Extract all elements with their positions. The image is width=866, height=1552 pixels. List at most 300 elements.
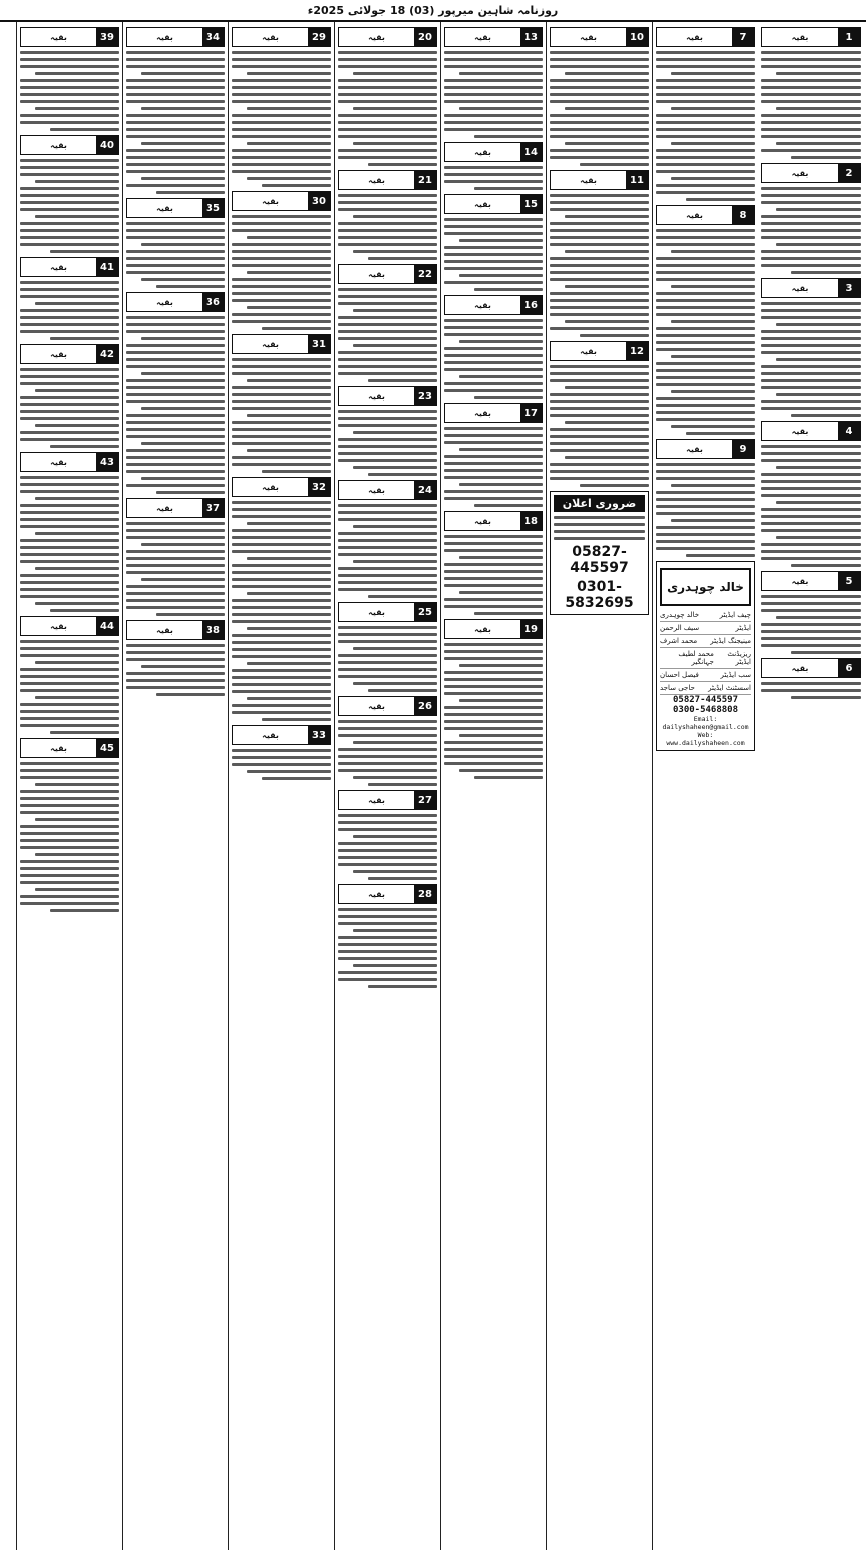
story-text — [444, 643, 543, 779]
text-line — [232, 749, 331, 752]
news-story-34[interactable] — [126, 27, 225, 194]
text-line — [656, 327, 755, 330]
text-line — [776, 358, 861, 361]
text-line — [232, 564, 331, 567]
text-line — [776, 393, 861, 396]
text-line — [761, 379, 861, 382]
staff-name: خالد چوہدری — [660, 611, 700, 619]
text-line — [761, 473, 861, 476]
text-line — [565, 285, 649, 288]
text-line — [126, 323, 225, 326]
text-line — [232, 641, 331, 644]
news-story-25[interactable] — [338, 602, 437, 692]
text-line — [232, 690, 331, 693]
text-line — [686, 432, 755, 435]
text-line — [656, 51, 755, 54]
text-line — [20, 790, 119, 793]
text-line — [247, 522, 331, 525]
text-line — [656, 498, 755, 501]
text-line — [565, 456, 649, 459]
story-number: 16 — [520, 296, 542, 314]
news-story-7[interactable] — [656, 27, 755, 201]
news-story-9[interactable] — [656, 439, 755, 557]
text-line — [550, 194, 649, 197]
text-line — [126, 170, 225, 173]
text-line — [232, 536, 331, 539]
story-continuation-label: بقیہ — [262, 730, 279, 740]
text-line — [656, 278, 755, 281]
news-story-32[interactable] — [232, 477, 331, 721]
news-story-16[interactable] — [444, 295, 543, 399]
story-continuation-label: بقیہ — [580, 175, 597, 185]
text-line — [761, 522, 861, 525]
text-line — [761, 302, 861, 305]
text-line — [20, 417, 119, 420]
text-line — [20, 382, 119, 385]
text-line — [232, 358, 331, 361]
text-line — [444, 455, 543, 458]
text-line — [444, 218, 543, 221]
story-number-box — [232, 27, 331, 47]
news-story-20[interactable] — [338, 27, 437, 166]
story-text — [338, 720, 437, 786]
text-line — [444, 713, 543, 716]
news-story-44[interactable] — [20, 616, 119, 734]
text-line — [474, 135, 543, 138]
story-continuation-label: بقیہ — [474, 624, 491, 634]
story-continuation-label: بقیہ — [262, 482, 279, 492]
text-line — [444, 58, 543, 61]
text-line — [338, 971, 437, 974]
text-line — [338, 351, 437, 354]
text-line — [761, 557, 861, 560]
text-line — [20, 438, 119, 441]
story-continuation-label: بقیہ — [474, 199, 491, 209]
news-story-5[interactable] — [761, 571, 861, 654]
text-line — [776, 142, 861, 145]
text-line — [141, 543, 225, 546]
text-line — [368, 783, 437, 786]
text-line — [338, 459, 437, 462]
news-story-29[interactable] — [232, 27, 331, 187]
story-number: 1 — [838, 28, 860, 46]
text-line — [232, 170, 331, 173]
story-continuation-label: بقیہ — [474, 408, 491, 418]
text-line — [444, 671, 543, 674]
text-line — [338, 194, 437, 197]
text-line — [20, 902, 119, 905]
text-line — [338, 337, 437, 340]
story-number-box — [444, 619, 543, 639]
news-story-11[interactable] — [550, 170, 649, 337]
text-line — [232, 299, 331, 302]
text-line — [20, 288, 119, 291]
text-line — [20, 309, 119, 312]
text-line — [656, 114, 755, 117]
text-line — [262, 327, 331, 330]
text-line — [35, 72, 119, 75]
story-number-box — [126, 292, 225, 312]
text-line — [444, 180, 543, 183]
story-text — [338, 410, 437, 476]
story-text — [550, 365, 649, 487]
news-story-45[interactable] — [20, 738, 119, 912]
story-number: 30 — [308, 192, 330, 210]
text-line — [262, 718, 331, 721]
story-number: 5 — [838, 572, 860, 590]
text-line — [232, 463, 331, 466]
text-line — [338, 727, 437, 730]
text-line — [550, 149, 649, 152]
text-line — [761, 480, 861, 483]
news-story-14[interactable] — [444, 142, 543, 190]
story-continuation-label: بقیہ — [262, 196, 279, 206]
text-line — [20, 476, 119, 479]
news-story-37[interactable] — [126, 498, 225, 616]
text-line — [20, 769, 119, 772]
text-line — [338, 626, 437, 629]
news-story-26[interactable] — [338, 696, 437, 786]
text-line — [247, 449, 331, 452]
story-text — [20, 640, 119, 734]
text-line — [761, 595, 861, 598]
text-line — [656, 184, 755, 187]
story-number-box — [338, 696, 437, 716]
text-line — [656, 526, 755, 529]
text-line — [550, 449, 649, 452]
news-story-41[interactable] — [20, 257, 119, 340]
text-line — [338, 821, 437, 824]
news-story-27[interactable] — [338, 790, 437, 880]
story-text — [126, 51, 225, 194]
text-line — [338, 915, 437, 918]
news-story-10[interactable] — [550, 27, 649, 166]
text-line — [35, 783, 119, 786]
text-line — [338, 675, 437, 678]
text-line — [565, 250, 649, 253]
story-number: 42 — [96, 345, 118, 363]
text-line — [761, 689, 861, 692]
staff-role: ایڈیٹر — [735, 624, 751, 632]
text-line — [20, 403, 119, 406]
text-line — [338, 65, 437, 68]
text-line — [761, 149, 861, 152]
text-line — [776, 501, 861, 504]
text-line — [353, 344, 437, 347]
news-story-21[interactable] — [338, 170, 437, 260]
news-story-42[interactable] — [20, 344, 119, 448]
text-line — [656, 236, 755, 239]
text-line — [126, 599, 225, 602]
text-line — [550, 400, 649, 403]
text-line — [656, 271, 755, 274]
text-line — [761, 51, 861, 54]
story-number: 8 — [732, 206, 754, 224]
story-text — [761, 187, 861, 274]
text-line — [232, 655, 331, 658]
text-line — [656, 79, 755, 82]
text-line — [338, 86, 437, 89]
text-line — [791, 564, 861, 567]
text-line — [761, 229, 861, 232]
story-number-box — [20, 344, 119, 364]
news-story-19[interactable] — [444, 619, 543, 779]
text-line — [338, 302, 437, 305]
text-line — [776, 323, 861, 326]
news-story-39[interactable] — [20, 27, 119, 131]
text-line — [126, 128, 225, 131]
text-line — [761, 121, 861, 124]
text-line — [338, 51, 437, 54]
news-story-4[interactable] — [761, 421, 861, 567]
text-line — [444, 333, 543, 336]
story-text — [550, 194, 649, 337]
text-line — [459, 591, 543, 594]
contact-phone[interactable]: 0300-5468808 — [672, 705, 739, 715]
text-line — [338, 417, 437, 420]
text-line — [20, 431, 119, 434]
text-line — [20, 682, 119, 685]
story-text — [444, 535, 543, 615]
text-line — [671, 285, 755, 288]
text-line — [761, 407, 861, 410]
notice-phone[interactable]: 0301-5832695 — [565, 579, 634, 611]
text-line — [232, 250, 331, 253]
text-line — [126, 536, 225, 539]
news-story-30[interactable] — [232, 191, 331, 330]
text-line — [444, 692, 543, 695]
staff-box — [656, 561, 755, 751]
contact-email[interactable]: Email: dailyshaheen@gmail.com — [662, 715, 749, 731]
text-line — [126, 344, 225, 347]
text-line — [126, 229, 225, 232]
news-story-18[interactable] — [444, 511, 543, 615]
text-line — [444, 267, 543, 270]
text-line — [550, 428, 649, 431]
text-line — [232, 257, 331, 260]
text-line — [338, 567, 437, 570]
text-line — [353, 647, 437, 650]
news-story-1[interactable] — [761, 27, 861, 159]
text-line — [338, 410, 437, 413]
text-line — [791, 651, 861, 654]
text-line — [20, 776, 119, 779]
text-line — [338, 950, 437, 953]
story-number: 23 — [414, 387, 436, 405]
text-line — [232, 456, 331, 459]
text-line — [444, 166, 543, 169]
text-line — [444, 121, 543, 124]
contact-phone[interactable]: 05827-445597 — [672, 695, 739, 705]
text-line — [247, 177, 331, 180]
text-line — [550, 393, 649, 396]
text-line — [35, 180, 119, 183]
text-line — [156, 491, 225, 494]
notice-phone[interactable]: 05827-445597 — [570, 544, 629, 576]
text-line — [20, 518, 119, 521]
text-line — [338, 438, 437, 441]
news-story-33[interactable] — [232, 725, 331, 780]
news-story-40[interactable] — [20, 135, 119, 253]
story-number-box — [761, 421, 861, 441]
text-line — [656, 341, 755, 344]
text-line — [368, 689, 437, 692]
text-line — [338, 849, 437, 852]
text-line — [232, 320, 331, 323]
text-line — [565, 320, 649, 323]
text-line — [550, 229, 649, 232]
news-story-8[interactable] — [656, 205, 755, 435]
text-line — [550, 114, 649, 117]
story-number: 44 — [96, 617, 118, 635]
story-continuation-label: بقیہ — [50, 32, 67, 42]
text-line — [126, 100, 225, 103]
text-line — [20, 229, 119, 232]
story-continuation-label: بقیہ — [791, 32, 809, 42]
text-line — [126, 585, 225, 588]
text-line — [761, 400, 861, 403]
news-story-2[interactable] — [761, 163, 861, 274]
text-line — [550, 100, 649, 103]
text-line — [686, 198, 755, 201]
text-line — [338, 121, 437, 124]
text-line — [338, 588, 437, 591]
text-line — [338, 532, 437, 535]
text-line — [338, 762, 437, 765]
text-line — [232, 428, 331, 431]
story-number-box — [20, 135, 119, 155]
text-line — [550, 79, 649, 82]
text-line — [232, 442, 331, 445]
text-line — [338, 424, 437, 427]
story-text — [20, 51, 119, 131]
text-line — [20, 581, 119, 584]
text-line — [444, 577, 543, 580]
story-continuation-label: بقیہ — [156, 503, 173, 513]
staff-role: اسسٹنٹ ایڈیٹر — [708, 684, 751, 692]
text-line — [126, 149, 225, 152]
text-line — [20, 647, 119, 650]
text-line — [550, 306, 649, 309]
news-story-36[interactable] — [126, 292, 225, 494]
text-line — [554, 516, 645, 519]
story-text — [232, 51, 331, 187]
text-line — [444, 476, 543, 479]
text-line — [338, 720, 437, 723]
news-story-15[interactable] — [444, 194, 543, 291]
news-story-23[interactable] — [338, 386, 437, 476]
text-line — [126, 58, 225, 61]
story-number-box — [550, 170, 649, 190]
text-line — [656, 149, 755, 152]
text-line — [761, 515, 861, 518]
text-line — [232, 683, 331, 686]
story-number: 33 — [308, 726, 330, 744]
text-line — [656, 299, 755, 302]
story-number: 22 — [414, 265, 436, 283]
text-line — [126, 550, 225, 553]
story-number: 27 — [414, 791, 436, 809]
story-number-box — [761, 278, 861, 298]
text-line — [776, 72, 861, 75]
text-line — [232, 365, 331, 368]
news-story-28[interactable] — [338, 884, 437, 988]
text-line — [126, 435, 225, 438]
text-line — [565, 72, 649, 75]
text-line — [232, 529, 331, 532]
story-number-box — [20, 616, 119, 636]
text-line — [232, 578, 331, 581]
text-line — [338, 922, 437, 925]
text-line — [126, 386, 225, 389]
story-continuation-label: بقیہ — [368, 175, 385, 185]
text-line — [444, 727, 543, 730]
text-line — [232, 393, 331, 396]
news-column-6 — [228, 22, 334, 1550]
story-continuation-label: بقیہ — [580, 32, 597, 42]
text-line — [761, 637, 861, 640]
story-text — [126, 222, 225, 288]
text-line — [35, 853, 119, 856]
text-line — [20, 668, 119, 671]
text-line — [444, 382, 543, 385]
staff-row — [660, 635, 751, 648]
text-line — [444, 549, 543, 552]
news-story-31[interactable] — [232, 334, 331, 473]
text-line — [247, 770, 331, 773]
news-story-12[interactable] — [550, 341, 649, 487]
news-story-17[interactable] — [444, 403, 543, 507]
news-story-24[interactable] — [338, 480, 437, 598]
story-number-box — [338, 170, 437, 190]
story-number-box — [20, 452, 119, 472]
website-link[interactable]: Web: www.dailyshaheen.com — [666, 731, 745, 747]
news-story-38[interactable] — [126, 620, 225, 696]
text-line — [126, 393, 225, 396]
text-line — [550, 201, 649, 204]
text-line — [232, 763, 331, 766]
story-text — [761, 51, 861, 159]
news-story-3[interactable] — [761, 278, 861, 417]
news-story-6[interactable] — [761, 658, 861, 699]
important-notice — [550, 491, 649, 615]
news-story-43[interactable] — [20, 452, 119, 612]
text-line — [232, 543, 331, 546]
story-number: 43 — [96, 453, 118, 471]
news-story-35[interactable] — [126, 198, 225, 288]
text-line — [141, 72, 225, 75]
text-line — [262, 184, 331, 187]
text-line — [50, 128, 119, 131]
text-line — [368, 163, 437, 166]
story-number-box — [338, 264, 437, 284]
text-line — [791, 156, 861, 159]
story-continuation-label: بقیہ — [50, 457, 67, 467]
text-line — [550, 327, 649, 330]
text-line — [232, 93, 331, 96]
news-column-8 — [16, 22, 122, 1550]
news-story-22[interactable] — [338, 264, 437, 382]
text-line — [20, 243, 119, 246]
news-story-13[interactable] — [444, 27, 543, 138]
story-number-box — [656, 27, 755, 47]
text-line — [761, 330, 861, 333]
story-text — [444, 427, 543, 507]
text-line — [474, 187, 543, 190]
text-line — [126, 571, 225, 574]
text-line — [50, 445, 119, 448]
story-text — [761, 682, 861, 699]
